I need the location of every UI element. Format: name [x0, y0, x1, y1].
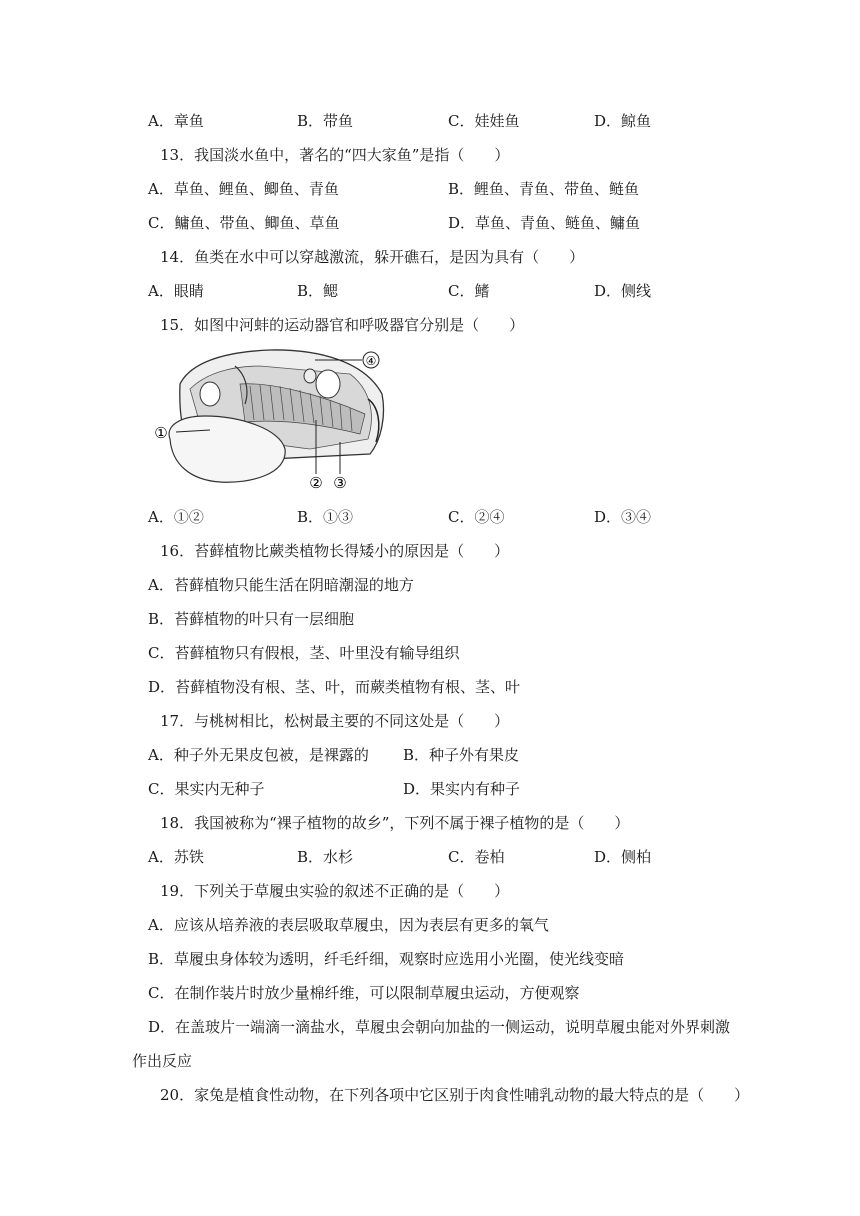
q19-stem: 19．下列关于草履虫实验的叙述不正确的是（ ） — [160, 882, 510, 900]
q15-option-b: B．①③ — [297, 508, 354, 526]
q13-option-a: A．草鱼、鲤鱼、鲫鱼、青鱼 — [148, 180, 339, 198]
clam-anatomy-drawing — [150, 344, 390, 494]
q14-stem: 14．鱼类在水中可以穿越激流，躲开礁石，是因为具有（ ） — [160, 248, 585, 266]
figure-label-4: ④ — [365, 354, 377, 368]
q13-option-b: B．鲤鱼、青鱼、带鱼、鲢鱼 — [448, 180, 640, 198]
q18-option-b: B．水杉 — [297, 848, 354, 866]
q12-option-b: B．带鱼 — [297, 112, 354, 130]
q14-option-a: A．眼睛 — [148, 282, 204, 300]
q13-stem: 13．我国淡水鱼中，著名的“四大家鱼”是指（ ） — [160, 146, 510, 164]
q17-stem: 17．与桃树相比，松树最主要的不同这处是（ ） — [160, 712, 510, 730]
q18-option-c: C．卷柏 — [448, 848, 505, 866]
q19-option-c: C．在制作装片时放少量棉纤维，可以限制草履虫运动，方便观察 — [148, 984, 580, 1002]
q16-option-b: B．苔藓植物的叶只有一层细胞 — [148, 610, 355, 628]
q16-option-d: D．苔藓植物没有根、茎、叶，而蕨类植物有根、茎、叶 — [148, 678, 521, 696]
q13-option-d: D．草鱼、青鱼、鲢鱼、鳙鱼 — [448, 214, 641, 232]
q17-option-b: B．种子外有果皮 — [403, 746, 520, 764]
q18-stem: 18．我国被称为“裸子植物的故乡”，下列不属于裸子植物的是（ ） — [160, 814, 630, 832]
q15-stem: 15．如图中河蚌的运动器官和呼吸器官分别是（ ） — [160, 316, 525, 334]
q17-option-c: C．果实内无种子 — [148, 780, 265, 798]
q14-option-b: B．鳃 — [297, 282, 339, 300]
q17-option-a: A．种子外无果皮包被，是裸露的 — [148, 746, 369, 764]
q16-option-c: C．苔藓植物只有假根，茎、叶里没有输导组织 — [148, 644, 460, 662]
q15-option-c: C．②④ — [448, 508, 505, 526]
q19-option-b: B．草履虫身体较为透明，纤毛纤细，观察时应选用小光圈，使光线变暗 — [148, 950, 625, 968]
q18-option-d: D．侧柏 — [594, 848, 652, 866]
q13-option-c: C．鳙鱼、带鱼、鲫鱼、草鱼 — [148, 214, 340, 232]
q15-option-a: A．①② — [148, 508, 204, 526]
q19-option-d-continued: 作出反应 — [132, 1052, 193, 1070]
figure-label-1: ① — [154, 424, 168, 442]
q15-option-d: D．③④ — [594, 508, 652, 526]
q14-option-c: C．鳍 — [448, 282, 490, 300]
q18-option-a: A．苏铁 — [148, 848, 204, 866]
q20-stem: 20．家兔是植食性动物，在下列各项中它区别于肉食性哺乳动物的最大特点的是（ ） — [160, 1086, 750, 1104]
q16-stem: 16．苔藓植物比蕨类植物长得矮小的原因是（ ） — [160, 542, 510, 560]
figure-label-3: ③ — [333, 474, 347, 492]
q16-option-a: A．苔藓植物只能生活在阴暗潮湿的地方 — [148, 576, 414, 594]
q12-option-a: A．章鱼 — [148, 112, 204, 130]
figure-label-2: ② — [309, 474, 323, 492]
q19-option-d: D．在盖玻片一端滴一滴盐水，草履虫会朝向加盐的一侧运动，说明草履虫能对外界刺激 — [148, 1018, 731, 1036]
q14-option-d: D．侧线 — [594, 282, 652, 300]
q12-option-c: C．娃娃鱼 — [448, 112, 520, 130]
q17-option-d: D．果实内有种子 — [403, 780, 521, 798]
clam-anatomy-figure — [150, 344, 390, 494]
q19-option-a: A．应该从培养液的表层吸取草履虫，因为表层有更多的氧气 — [148, 916, 549, 934]
q12-option-d: D．鲸鱼 — [594, 112, 652, 130]
